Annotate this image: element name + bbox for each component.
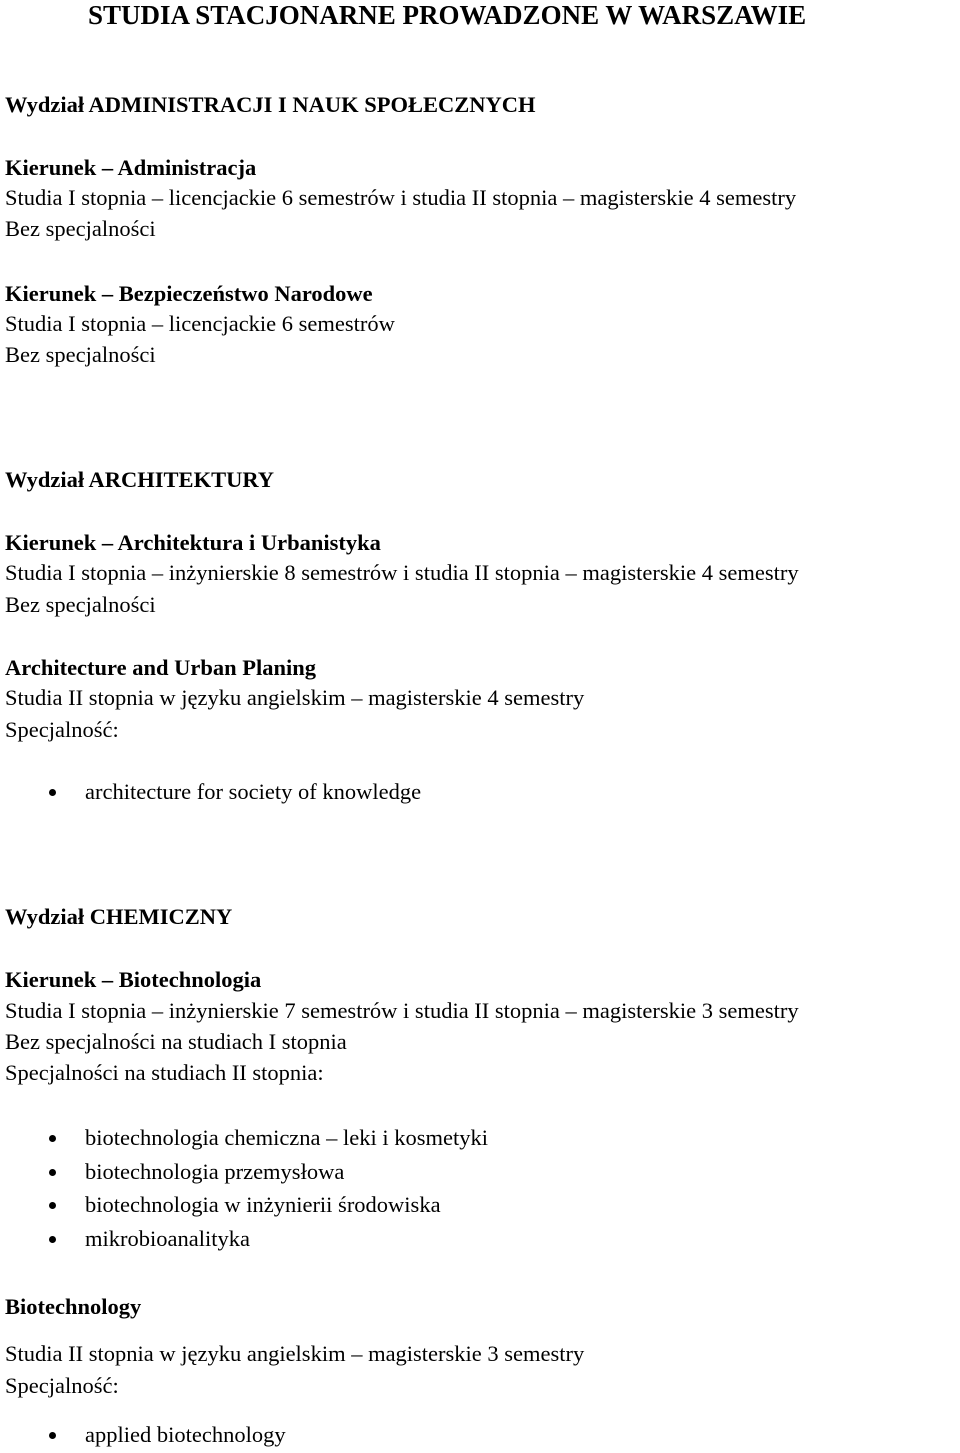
program-study-info: Studia II stopnia w języku angielskim – magisterskie 4 semestry — [5, 685, 585, 710]
program-heading: Kierunek – Administracja — [5, 155, 257, 180]
program-specialty: Specjalność: — [5, 1373, 119, 1398]
program-study-info: Studia II stopnia w języku angielskim – magisterskie 3 semestry — [5, 1341, 585, 1366]
program-specialty: Bez specjalności — [5, 216, 156, 241]
program-heading: Biotechnology — [5, 1294, 142, 1319]
program-specialty: Bez specjalności na studiach I stopnia — [5, 1029, 347, 1054]
bullet-icon — [49, 1135, 56, 1142]
program-specialty-2: Specjalności na studiach II stopnia: — [5, 1060, 324, 1085]
program-heading: Architecture and Urban Planing — [5, 655, 317, 680]
faculty-heading: Wydział ADMINISTRACJI I NAUK SPOŁECZNYCH — [5, 92, 536, 117]
specialty-list-item: mikrobioanalityka — [85, 1225, 250, 1253]
program-study-info: Studia I stopnia – inżynierskie 8 semestrów i studia II stopnia – magisterskie 4 semestry — [5, 560, 799, 585]
faculty-heading: Wydział ARCHITEKTURY — [5, 467, 275, 492]
specialty-list-item: biotechnologia przemysłowa — [85, 1158, 344, 1186]
program-study-info: Studia I stopnia – licencjackie 6 semestrów i studia II stopnia – magisterskie 4 semestry — [5, 185, 797, 210]
program-study-info: Studia I stopnia – inżynierskie 7 semestrów i studia II stopnia – magisterskie 3 semestry — [5, 998, 799, 1023]
program-specialty: Bez specjalności — [5, 342, 156, 367]
program-heading: Kierunek – Bezpieczeństwo Narodowe — [5, 281, 373, 306]
specialty-list-item: applied biotechnology — [85, 1421, 286, 1449]
specialty-list-item: architecture for society of knowledge — [85, 778, 421, 806]
faculty-heading: Wydział CHEMICZNY — [5, 904, 233, 929]
bullet-icon — [49, 1236, 56, 1243]
bullet-icon — [49, 789, 56, 796]
program-heading: Kierunek – Biotechnologia — [5, 967, 262, 992]
program-specialty: Bez specjalności — [5, 592, 156, 617]
bullet-icon — [49, 1432, 56, 1439]
specialty-list-item: biotechnologia w inżynierii środowiska — [85, 1191, 441, 1219]
program-study-info: Studia I stopnia – licencjackie 6 semestrów — [5, 311, 395, 336]
program-heading: Kierunek – Architektura i Urbanistyka — [5, 530, 381, 555]
bullet-icon — [49, 1169, 56, 1176]
bullet-icon — [49, 1202, 56, 1209]
specialty-list-item: biotechnologia chemiczna – leki i kosmetyki — [85, 1124, 488, 1152]
page-title: STUDIA STACJONARNE PROWADZONE W WARSZAWIE — [88, 0, 807, 30]
program-specialty: Specjalność: — [5, 717, 119, 742]
